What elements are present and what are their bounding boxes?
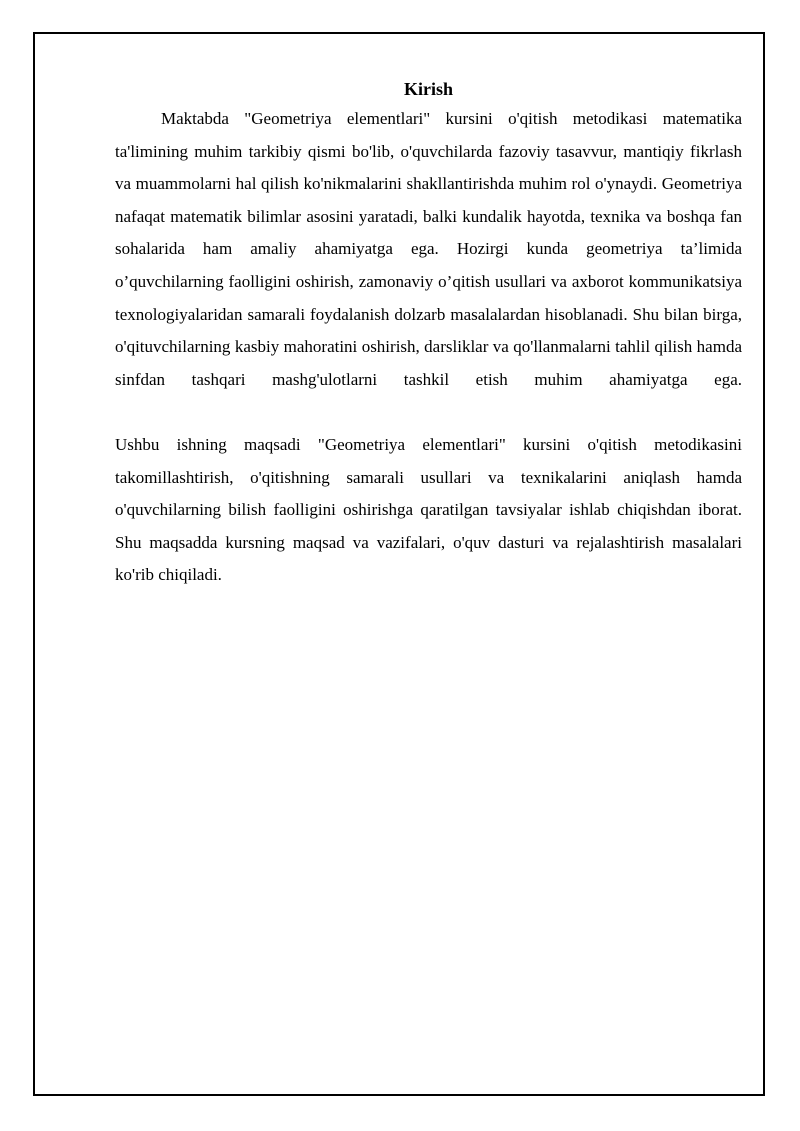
paragraph-spacer [115, 396, 742, 429]
document-title: Kirish [403, 79, 453, 99]
intro-paragraph: Maktabda "Geometriya elementlari" kursini o'qitish metodikasi matematika ta'limining muhim tarkibiy qismi bo'lib, o'quvchilarda fazoviy tasavvur, mantiqiy fikrlash va muammolarni hal qilish ko'nikmalarini shakllantirishda muhim rol o'ynaydi. Geometriya nafaqat matematik bilimlar asosini yaratadi, balki kundalik hayotda, texnika va boshqa fan sohalarida ham amaliy ahamiyatga ega. Hozirgi kunda geometriya ta’limida o’quvchilarning faolligini oshirish, zamonaviy o’qitish usullari va axborot kommunikatsiya texnologiyalaridan samarali foydalanish dolzarb masalalardan hisoblanadi. Shu bilan birga, o'qituvchilarning kasbiy mahoratini oshirish, darsliklar va qo'llanmalarni tahlil qilish hamda sinfdan tashqari mashg'ulotlarni tashkil etish muhim ahamiyatga ega. [115, 109, 742, 389]
document-body [115, 75, 742, 592]
goal-paragraph: Ushbu ishning maqsadi "Geometriya elementlari" kursini o'qitish metodikasini takomillashtirish, o'qitishning samarali usullari va texnikalarini aniqlash hamda o'quvchilarning bilish faolligini oshirishga qaratilgan tavsiyalar ishlab chiqishdan iborat. Shu maqsadda kursning maqsad va vazifalari, o'quv dasturi va rejalashtirish masalalari ko'rib chiqiladi. [115, 434, 742, 585]
